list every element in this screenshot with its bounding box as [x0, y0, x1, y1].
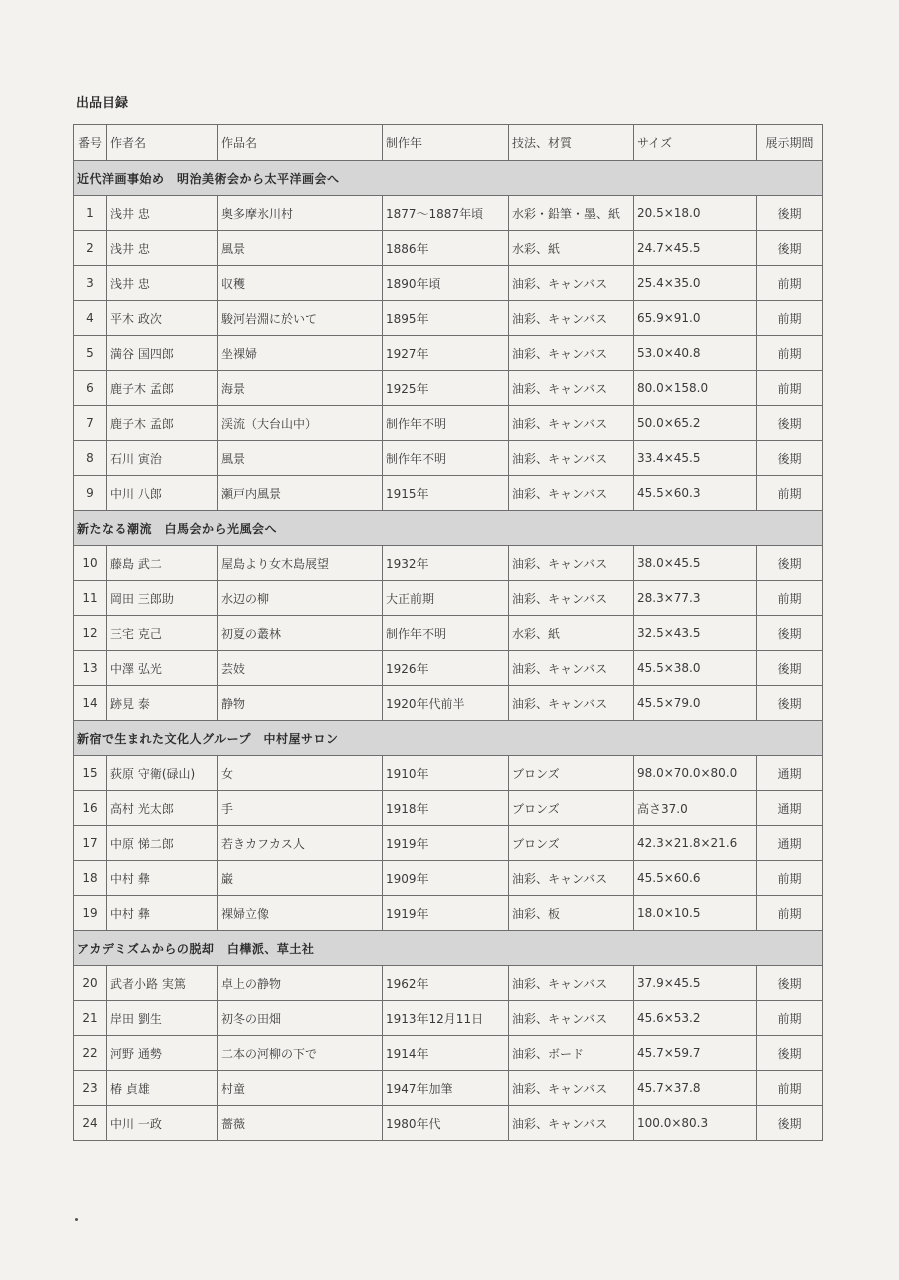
cell-medium: 油彩、キャンバス: [509, 406, 634, 441]
table-row: [74, 1001, 823, 1036]
cell-work: 巌: [218, 861, 383, 896]
cell-year: 1932年: [383, 546, 509, 581]
cell-artist: 岡田 三郎助: [107, 581, 218, 616]
cell-work: 奥多摩氷川村: [218, 196, 383, 231]
cell-no: 22: [74, 1036, 107, 1071]
cell-size: 28.3×77.3: [634, 581, 757, 616]
table-row: [74, 301, 823, 336]
cell-size: 18.0×10.5: [634, 896, 757, 931]
cell-period: 後期: [757, 1106, 823, 1141]
cell-medium: 油彩、キャンバス: [509, 546, 634, 581]
cell-work: 渓流（大台山中）: [218, 406, 383, 441]
cell-year: 1913年12月11日: [383, 1001, 509, 1036]
cell-no: 21: [74, 1001, 107, 1036]
cell-artist: 浅井 忠: [107, 231, 218, 266]
table-row: [74, 441, 823, 476]
table-row: [74, 196, 823, 231]
cell-work: 初冬の田畑: [218, 1001, 383, 1036]
cell-size: 25.4×35.0: [634, 266, 757, 301]
cell-no: 16: [74, 791, 107, 826]
cell-year: 1962年: [383, 966, 509, 1001]
cell-medium: 油彩、キャンバス: [509, 686, 634, 721]
cell-year: 1877〜1887年頃: [383, 196, 509, 231]
cell-artist: 平木 政次: [107, 301, 218, 336]
catalog-body: [74, 161, 823, 1141]
table-row: [74, 686, 823, 721]
cell-size: 38.0×45.5: [634, 546, 757, 581]
cell-medium: 油彩、キャンバス: [509, 1071, 634, 1106]
cell-year: 1890年頃: [383, 266, 509, 301]
cell-no: 4: [74, 301, 107, 336]
cell-year: 制作年不明: [383, 616, 509, 651]
cell-period: 前期: [757, 266, 823, 301]
cell-size: 100.0×80.3: [634, 1106, 757, 1141]
cell-medium: 油彩、キャンバス: [509, 651, 634, 686]
cell-size: 45.5×60.3: [634, 476, 757, 511]
cell-work: 海景: [218, 371, 383, 406]
header-size: サイズ: [634, 125, 757, 161]
header-period: 展示期間: [757, 125, 823, 161]
speck: [75, 1218, 78, 1221]
cell-work: 静物: [218, 686, 383, 721]
cell-medium: 油彩、キャンバス: [509, 476, 634, 511]
header-year: 制作年: [383, 125, 509, 161]
table-row: [74, 476, 823, 511]
cell-artist: 中原 悌二郎: [107, 826, 218, 861]
cell-work: 風景: [218, 441, 383, 476]
cell-period: 後期: [757, 1036, 823, 1071]
cell-work: 薔薇: [218, 1106, 383, 1141]
cell-year: 1918年: [383, 791, 509, 826]
cell-medium: ブロンズ: [509, 756, 634, 791]
cell-no: 1: [74, 196, 107, 231]
cell-work: 瀬戸内風景: [218, 476, 383, 511]
cell-no: 5: [74, 336, 107, 371]
table-row: [74, 1106, 823, 1141]
cell-size: 65.9×91.0: [634, 301, 757, 336]
cell-work: 女: [218, 756, 383, 791]
header-no: 番号: [74, 125, 107, 161]
table-row: [74, 546, 823, 581]
table-row: [74, 336, 823, 371]
cell-size: 45.7×37.8: [634, 1071, 757, 1106]
cell-work: 二本の河柳の下で: [218, 1036, 383, 1071]
cell-period: 前期: [757, 371, 823, 406]
cell-size: 33.4×45.5: [634, 441, 757, 476]
cell-artist: 武者小路 実篤: [107, 966, 218, 1001]
table-row: [74, 616, 823, 651]
table-row: [74, 1071, 823, 1106]
cell-artist: 中村 彝: [107, 861, 218, 896]
cell-period: 後期: [757, 651, 823, 686]
header-work: 作品名: [218, 125, 383, 161]
section-title: 新たなる潮流 白馬会から光風会へ: [74, 511, 823, 546]
cell-work: 水辺の柳: [218, 581, 383, 616]
cell-artist: 跡見 泰: [107, 686, 218, 721]
cell-period: 前期: [757, 861, 823, 896]
cell-period: 後期: [757, 966, 823, 1001]
cell-no: 18: [74, 861, 107, 896]
cell-artist: 浅井 忠: [107, 266, 218, 301]
cell-period: 後期: [757, 441, 823, 476]
cell-year: 1926年: [383, 651, 509, 686]
cell-medium: ブロンズ: [509, 791, 634, 826]
cell-size: 98.0×70.0×80.0: [634, 756, 757, 791]
cell-year: 1980年代: [383, 1106, 509, 1141]
cell-period: 前期: [757, 1001, 823, 1036]
table-row: [74, 826, 823, 861]
header-medium: 技法、材質: [509, 125, 634, 161]
section-row: [74, 931, 823, 966]
cell-medium: 油彩、キャンバス: [509, 441, 634, 476]
table-row: [74, 1036, 823, 1071]
cell-year: 1914年: [383, 1036, 509, 1071]
section-title: 新宿で生まれた文化人グループ 中村屋サロン: [74, 721, 823, 756]
cell-artist: 三宅 克己: [107, 616, 218, 651]
cell-medium: 水彩、紙: [509, 231, 634, 266]
cell-artist: 藤島 武二: [107, 546, 218, 581]
cell-medium: 油彩、キャンバス: [509, 336, 634, 371]
cell-period: 前期: [757, 581, 823, 616]
cell-size: 24.7×45.5: [634, 231, 757, 266]
cell-period: 通期: [757, 826, 823, 861]
cell-artist: 鹿子木 孟郎: [107, 371, 218, 406]
cell-period: 後期: [757, 406, 823, 441]
table-row: [74, 406, 823, 441]
cell-no: 3: [74, 266, 107, 301]
cell-size: 45.6×53.2: [634, 1001, 757, 1036]
cell-no: 23: [74, 1071, 107, 1106]
cell-period: 前期: [757, 336, 823, 371]
cell-period: 前期: [757, 1071, 823, 1106]
cell-work: 卓上の静物: [218, 966, 383, 1001]
cell-medium: 油彩、キャンバス: [509, 301, 634, 336]
cell-size: 20.5×18.0: [634, 196, 757, 231]
cell-work: 初夏の叢林: [218, 616, 383, 651]
cell-artist: 鹿子木 孟郎: [107, 406, 218, 441]
cell-year: 制作年不明: [383, 406, 509, 441]
cell-no: 11: [74, 581, 107, 616]
cell-no: 12: [74, 616, 107, 651]
cell-no: 8: [74, 441, 107, 476]
cell-artist: 中村 彝: [107, 896, 218, 931]
cell-period: 後期: [757, 616, 823, 651]
cell-year: 1895年: [383, 301, 509, 336]
cell-artist: 河野 通勢: [107, 1036, 218, 1071]
cell-no: 17: [74, 826, 107, 861]
table-row: [74, 581, 823, 616]
cell-year: 1919年: [383, 896, 509, 931]
cell-work: 収穫: [218, 266, 383, 301]
cell-no: 15: [74, 756, 107, 791]
cell-no: 2: [74, 231, 107, 266]
cell-medium: 油彩、ボード: [509, 1036, 634, 1071]
cell-no: 9: [74, 476, 107, 511]
cell-period: 前期: [757, 896, 823, 931]
cell-work: 駿河岩淵に於いて: [218, 301, 383, 336]
cell-work: 若きカフカス人: [218, 826, 383, 861]
cell-size: 45.7×59.7: [634, 1036, 757, 1071]
cell-medium: ブロンズ: [509, 826, 634, 861]
cell-artist: 満谷 国四郎: [107, 336, 218, 371]
cell-artist: 高村 光太郎: [107, 791, 218, 826]
cell-year: 1947年加筆: [383, 1071, 509, 1106]
section-title: 近代洋画事始め 明治美術会から太平洋画会へ: [74, 161, 823, 196]
cell-no: 10: [74, 546, 107, 581]
table-row: [74, 861, 823, 896]
section-row: [74, 161, 823, 196]
cell-size: 50.0×65.2: [634, 406, 757, 441]
cell-year: 1920年代前半: [383, 686, 509, 721]
table-row: [74, 651, 823, 686]
page-title: 出品目録: [76, 96, 129, 111]
cell-artist: 中川 一政: [107, 1106, 218, 1141]
cell-work: 芸妓: [218, 651, 383, 686]
cell-year: 1909年: [383, 861, 509, 896]
cell-artist: 浅井 忠: [107, 196, 218, 231]
header-row: [74, 125, 823, 161]
cell-medium: 油彩、キャンバス: [509, 266, 634, 301]
cell-medium: 油彩、キャンバス: [509, 966, 634, 1001]
cell-size: 37.9×45.5: [634, 966, 757, 1001]
cell-year: 大正前期: [383, 581, 509, 616]
cell-year: 1910年: [383, 756, 509, 791]
cell-period: 後期: [757, 546, 823, 581]
section-row: [74, 511, 823, 546]
cell-size: 45.5×79.0: [634, 686, 757, 721]
table-row: [74, 896, 823, 931]
table-row: [74, 756, 823, 791]
section-row: [74, 721, 823, 756]
cell-medium: 油彩、キャンバス: [509, 861, 634, 896]
table-row: [74, 231, 823, 266]
cell-no: 24: [74, 1106, 107, 1141]
cell-no: 19: [74, 896, 107, 931]
cell-period: 通期: [757, 756, 823, 791]
cell-size: 80.0×158.0: [634, 371, 757, 406]
cell-year: 1919年: [383, 826, 509, 861]
cell-year: 1927年: [383, 336, 509, 371]
cell-period: 前期: [757, 476, 823, 511]
cell-year: 1915年: [383, 476, 509, 511]
section-title: アカデミズムからの脱却 白樺派、草土社: [74, 931, 823, 966]
cell-period: 前期: [757, 301, 823, 336]
cell-period: 後期: [757, 686, 823, 721]
cell-year: 1886年: [383, 231, 509, 266]
cell-artist: 石川 寅治: [107, 441, 218, 476]
cell-year: 制作年不明: [383, 441, 509, 476]
catalog-table: [73, 124, 823, 1141]
cell-size: 53.0×40.8: [634, 336, 757, 371]
cell-work: 坐裸婦: [218, 336, 383, 371]
cell-artist: 中川 八郎: [107, 476, 218, 511]
cell-size: 42.3×21.8×21.6: [634, 826, 757, 861]
cell-size: 高さ37.0: [634, 791, 757, 826]
cell-work: 屋島より女木島展望: [218, 546, 383, 581]
cell-no: 20: [74, 966, 107, 1001]
cell-medium: 油彩、キャンバス: [509, 581, 634, 616]
cell-no: 6: [74, 371, 107, 406]
table-row: [74, 791, 823, 826]
cell-no: 7: [74, 406, 107, 441]
cell-period: 後期: [757, 231, 823, 266]
cell-work: 村童: [218, 1071, 383, 1106]
header-artist: 作者名: [107, 125, 218, 161]
cell-artist: 岸田 劉生: [107, 1001, 218, 1036]
cell-work: 手: [218, 791, 383, 826]
cell-size: 45.5×38.0: [634, 651, 757, 686]
cell-medium: 水彩、紙: [509, 616, 634, 651]
cell-artist: 椿 貞雄: [107, 1071, 218, 1106]
table-row: [74, 266, 823, 301]
cell-no: 13: [74, 651, 107, 686]
cell-year: 1925年: [383, 371, 509, 406]
cell-work: 風景: [218, 231, 383, 266]
cell-size: 32.5×43.5: [634, 616, 757, 651]
cell-period: 後期: [757, 196, 823, 231]
cell-no: 14: [74, 686, 107, 721]
table-row: [74, 371, 823, 406]
cell-artist: 中澤 弘光: [107, 651, 218, 686]
cell-medium: 水彩・鉛筆・墨、紙: [509, 196, 634, 231]
cell-medium: 油彩、板: [509, 896, 634, 931]
table-row: [74, 966, 823, 1001]
cell-period: 通期: [757, 791, 823, 826]
cell-artist: 荻原 守衛(碌山): [107, 756, 218, 791]
cell-size: 45.5×60.6: [634, 861, 757, 896]
cell-medium: 油彩、キャンバス: [509, 1001, 634, 1036]
cell-medium: 油彩、キャンバス: [509, 1106, 634, 1141]
cell-work: 裸婦立像: [218, 896, 383, 931]
cell-medium: 油彩、キャンバス: [509, 371, 634, 406]
